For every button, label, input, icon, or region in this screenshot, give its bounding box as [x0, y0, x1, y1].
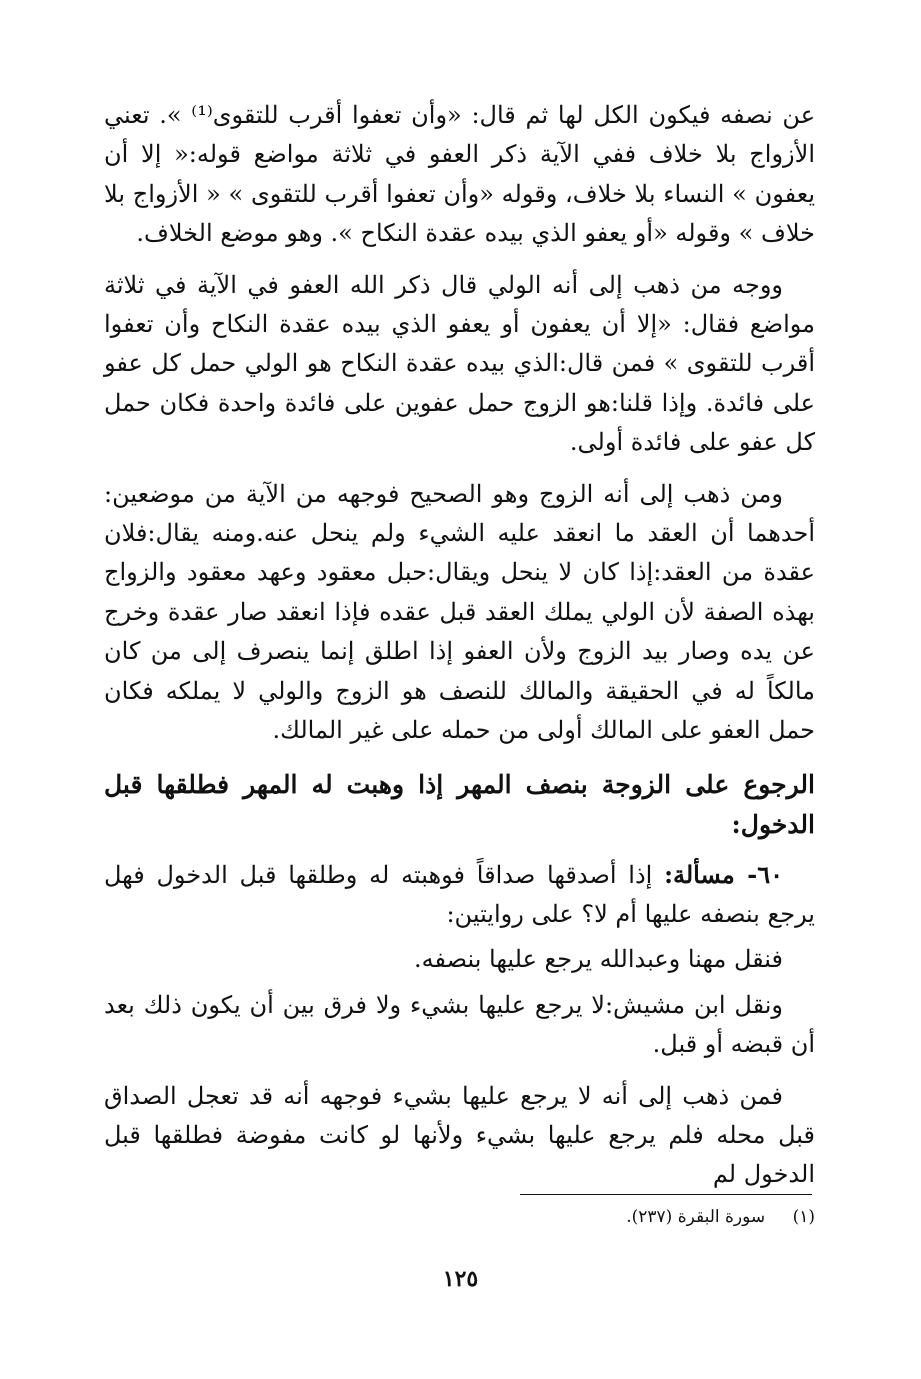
page-body	[104, 96, 815, 1195]
narration-1: فنقل مهنا وعبدالله يرجع عليها بنصفه.	[414, 945, 783, 974]
section-heading: الرجوع على الزوجة بنصف المهر إذا وهبت له المهر فطلقها قبل الدخول:	[104, 769, 815, 839]
issue-paragraph	[104, 855, 815, 935]
paragraph-3: ومن ذهب إلى أنه الزوج وهو الصحيح فوجهه من الآية من موضعين: أحدهما أن العقد ما انعقد عليه الشيء ولم ينحل عنه.ومنه يقال:فلان عقدة من العقد:إذا كان لا ينحل ويقال:حبل معقود وعهد معقود والزواج بهذه الصفة لأن الولي يملك العقد قبل عقده فإذا انعقد صار عقدة وخرج عن يده وصار بيد الزوج ولأن العفو إذا اطلق إنما ينصرف إلى من كان مالكاً له في الحقيقة والمالك للنصف هو الزوج والولي لا يملكه فكان حمل العفو على المالك أولى من حمله على غير المالك.	[104, 479, 815, 745]
closing-paragraph: فمن ذهب إلى أنه لا يرجع عليها بشيء فوجهه أنه قد تعجل الصداق قبل محله فلم يرجع عليها بشيء ولأنها لو كانت مفوضة فطلقها قبل الدخول لم	[104, 1081, 815, 1189]
paragraph-2: ووجه من ذهب إلى أنه الولي قال ذكر الله العفو في الآية في ثلاثة مواضع فقال: «إلا أن يعفون أو يعفو الذي بيده عقدة النكاح وأن تعفوا أقرب للتقوى » فمن قال:الذي بيده عقدة النكاح هو الولي حمل كل عفو على فائدة. وإذا قلنا:هو الزوج حمل عفوين على فائدة واحدة فكان حمل كل عفو على فائدة أولى.	[104, 270, 815, 457]
narration-2: ونقل ابن مشيش:لا يرجع عليها بشيء ولا فرق بين أن يكون ذلك بعد أن قبضه أو قبل.	[104, 990, 815, 1059]
footnote	[626, 1205, 815, 1229]
page-number: ١٢٥	[442, 1266, 479, 1292]
footnote-text: سورة البقرة (٢٣٧).	[626, 1207, 766, 1227]
issue-number-label: ٦٠- مسألة:	[664, 859, 783, 889]
footnote-marker: (١)	[792, 1207, 815, 1227]
paragraph-1: عن نصفه فيكون الكل لها ثم قال: «وأن تعفوا أقرب للتقوى⁽¹⁾ ». تعني الأزواج بلا خلاف ففي الآية ذكر العفو في ثلاثة مواضع قوله:« إلا أن يعفون » النساء بلا خلاف، وقوله «وأن تعفوا أقرب للتقوى » « الأزواج بلا خلاف » وقوله «أو يعفو الذي بيده عقدة النكاح ». وهو موضع الخلاف.	[104, 101, 816, 248]
footnote-divider	[520, 1194, 812, 1195]
issue-text: إذا أصدقها صداقاً فوهبته له وطلقها قبل الدخول فهل يرجع بنصفه عليها أم لا؟ على روايتين:	[104, 860, 815, 928]
